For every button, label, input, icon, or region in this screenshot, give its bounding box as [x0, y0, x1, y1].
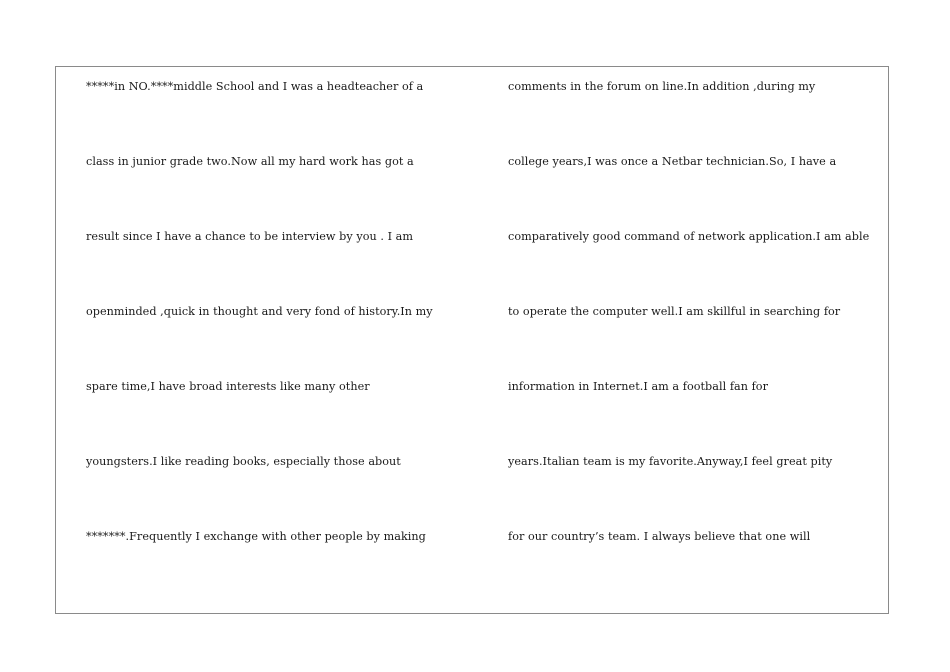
text-line: youngsters.I like reading books, especially those about: [86, 455, 401, 468]
text-line: information in Internet.I am a football fan for: [508, 380, 768, 393]
text-line: spare time,I have broad interests like many other: [86, 380, 370, 393]
text-line: result since I have a chance to be interview by you . I am: [86, 230, 414, 243]
text-line: years.Italian team is my favorite.Anyway,I feel great pity: [508, 455, 833, 468]
text-line: comparatively good command of network application.I am able: [508, 230, 870, 243]
text-line: for our country’s team. I always believe that one will: [508, 530, 811, 543]
document-page: [55, 66, 889, 614]
text-line: class in junior grade two.Now all my hard work has got a: [86, 155, 414, 168]
text-line: to operate the computer well.I am skillful in searching for: [508, 305, 841, 318]
text-line: college years,I was once a Netbar technician.So, I have a: [508, 155, 837, 168]
text-line: *******.Frequently I exchange with other people by making: [86, 530, 426, 543]
text-line: openminded ,quick in thought and very fond of history.In my: [86, 305, 433, 318]
text-line: comments in the forum on line.In addition ,during my: [508, 80, 816, 93]
text-line: *****in NO.****middle School and I was a headteacher of a: [86, 80, 424, 93]
